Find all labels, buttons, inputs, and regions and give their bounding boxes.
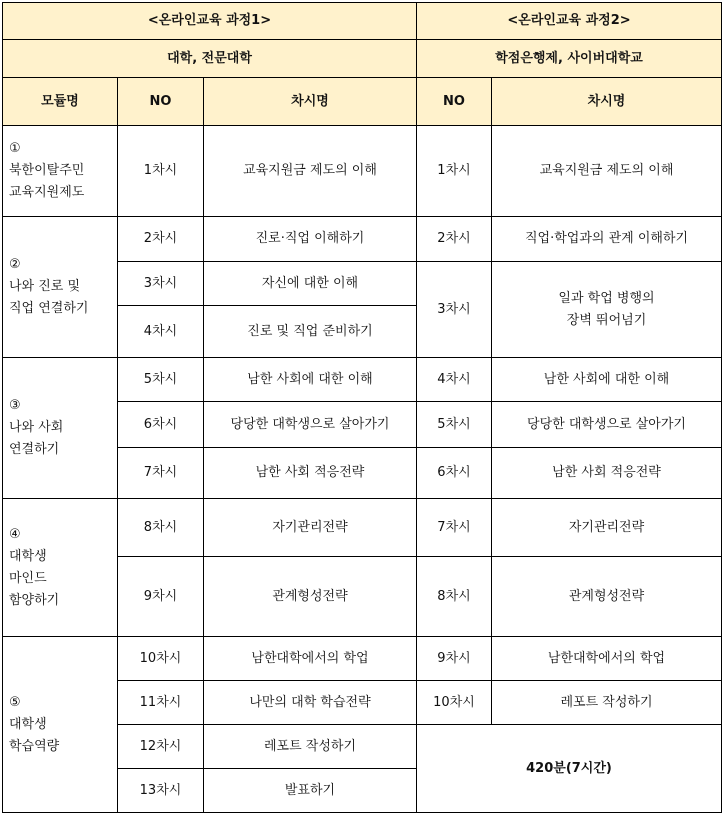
module-label: 나와 진로 및 (9, 279, 81, 294)
session-name: 진로·직업 이해하기 (204, 217, 417, 262)
session-name: 자기관리전략 (492, 499, 722, 557)
session-no: 6차시 (417, 448, 492, 499)
module-number: ③ (9, 398, 21, 413)
course2-title: <온라인교육 과정2> (417, 3, 722, 40)
session-no: 4차시 (118, 306, 204, 358)
header-no-1: NO (118, 78, 204, 126)
session-name: 레포트 작성하기 (492, 681, 722, 725)
session-name: 남한대학에서의 학업 (204, 637, 417, 681)
session-no: 1차시 (417, 126, 492, 217)
session-no: 10차시 (417, 681, 492, 725)
module-number: ⑤ (9, 694, 21, 710)
module-number: ② (9, 257, 21, 272)
session-no: 8차시 (417, 557, 492, 637)
session-no: 8차시 (118, 499, 204, 557)
session-name (492, 262, 722, 358)
session-no: 6차시 (118, 402, 204, 448)
module-label: 함양하기 (9, 592, 60, 608)
session-no: 5차시 (417, 402, 492, 448)
session-no: 12차시 (118, 725, 204, 769)
session-name: 남한 사회에 대한 이해 (492, 358, 722, 402)
session-no: 11차시 (118, 681, 204, 725)
module-cell (3, 126, 118, 217)
session-no: 2차시 (118, 217, 204, 262)
session-name: 교육지원금 제도의 이해 (204, 126, 417, 217)
session-name: 직업·학업과의 관계 이해하기 (492, 217, 722, 262)
session-name: 레포트 작성하기 (204, 725, 417, 769)
course2-total-duration: 420분(7시간) (417, 725, 722, 813)
session-name: 관계형성전략 (492, 557, 722, 637)
session-no: 1차시 (118, 126, 204, 217)
session-name: 발표하기 (204, 769, 417, 813)
module-number: ④ (9, 526, 21, 542)
session-name: 진로 및 직업 준비하기 (204, 306, 417, 358)
header-no-2: NO (417, 78, 492, 126)
course1-title: <온라인교육 과정1> (3, 3, 417, 40)
session-name: 남한 사회 적응전략 (492, 448, 722, 499)
session-no: 10차시 (118, 637, 204, 681)
session-no: 2차시 (417, 217, 492, 262)
session-no: 5차시 (118, 358, 204, 402)
session-no: 9차시 (118, 557, 204, 637)
header-module: 모듈명 (3, 78, 118, 126)
session-no: 3차시 (118, 262, 204, 306)
module-label: 직업 연결하기 (9, 301, 89, 316)
module-label: 교육지원제도 (9, 185, 85, 200)
session-name: 교육지원금 제도의 이해 (492, 126, 722, 217)
session-name: 자기관리전략 (204, 499, 417, 557)
module-label: 나와 사회 (9, 420, 64, 435)
module-cell (3, 217, 118, 358)
session-name: 남한대학에서의 학업 (492, 637, 722, 681)
session-name: 당당한 대학생으로 살아가기 (492, 402, 722, 448)
session-name: 나만의 대학 학습전략 (204, 681, 417, 725)
module-label: 연결하기 (9, 442, 60, 457)
course1-target: 대학, 전문대학 (3, 40, 417, 78)
header-session-2: 차시명 (492, 78, 722, 126)
session-no: 7차시 (417, 499, 492, 557)
session-name-line: 일과 학업 병행의 (558, 290, 655, 306)
module-label: 마인드 (9, 570, 47, 586)
session-name: 남한 사회에 대한 이해 (204, 358, 417, 402)
session-name: 관계형성전략 (204, 557, 417, 637)
module-label: 학습역량 (9, 738, 60, 754)
module-cell (3, 637, 118, 813)
session-name-line: 장벽 뛰어넘기 (566, 312, 647, 328)
module-cell (3, 358, 118, 499)
session-name: 자신에 대한 이해 (204, 262, 417, 306)
course2-target: 학점은행제, 사이버대학교 (417, 40, 722, 78)
session-name: 남한 사회 적응전략 (204, 448, 417, 499)
curriculum-table (2, 2, 722, 813)
module-label: 대학생 (9, 716, 47, 732)
module-cell (3, 499, 118, 637)
session-no: 13차시 (118, 769, 204, 813)
session-name: 당당한 대학생으로 살아가기 (204, 402, 417, 448)
session-no: 9차시 (417, 637, 492, 681)
module-label: 대학생 (9, 548, 47, 564)
module-number: ① (9, 141, 21, 156)
session-no: 4차시 (417, 358, 492, 402)
session-no: 3차시 (417, 262, 492, 358)
module-label: 북한이탈주민 (9, 163, 85, 178)
header-session-1: 차시명 (204, 78, 417, 126)
session-no: 7차시 (118, 448, 204, 499)
